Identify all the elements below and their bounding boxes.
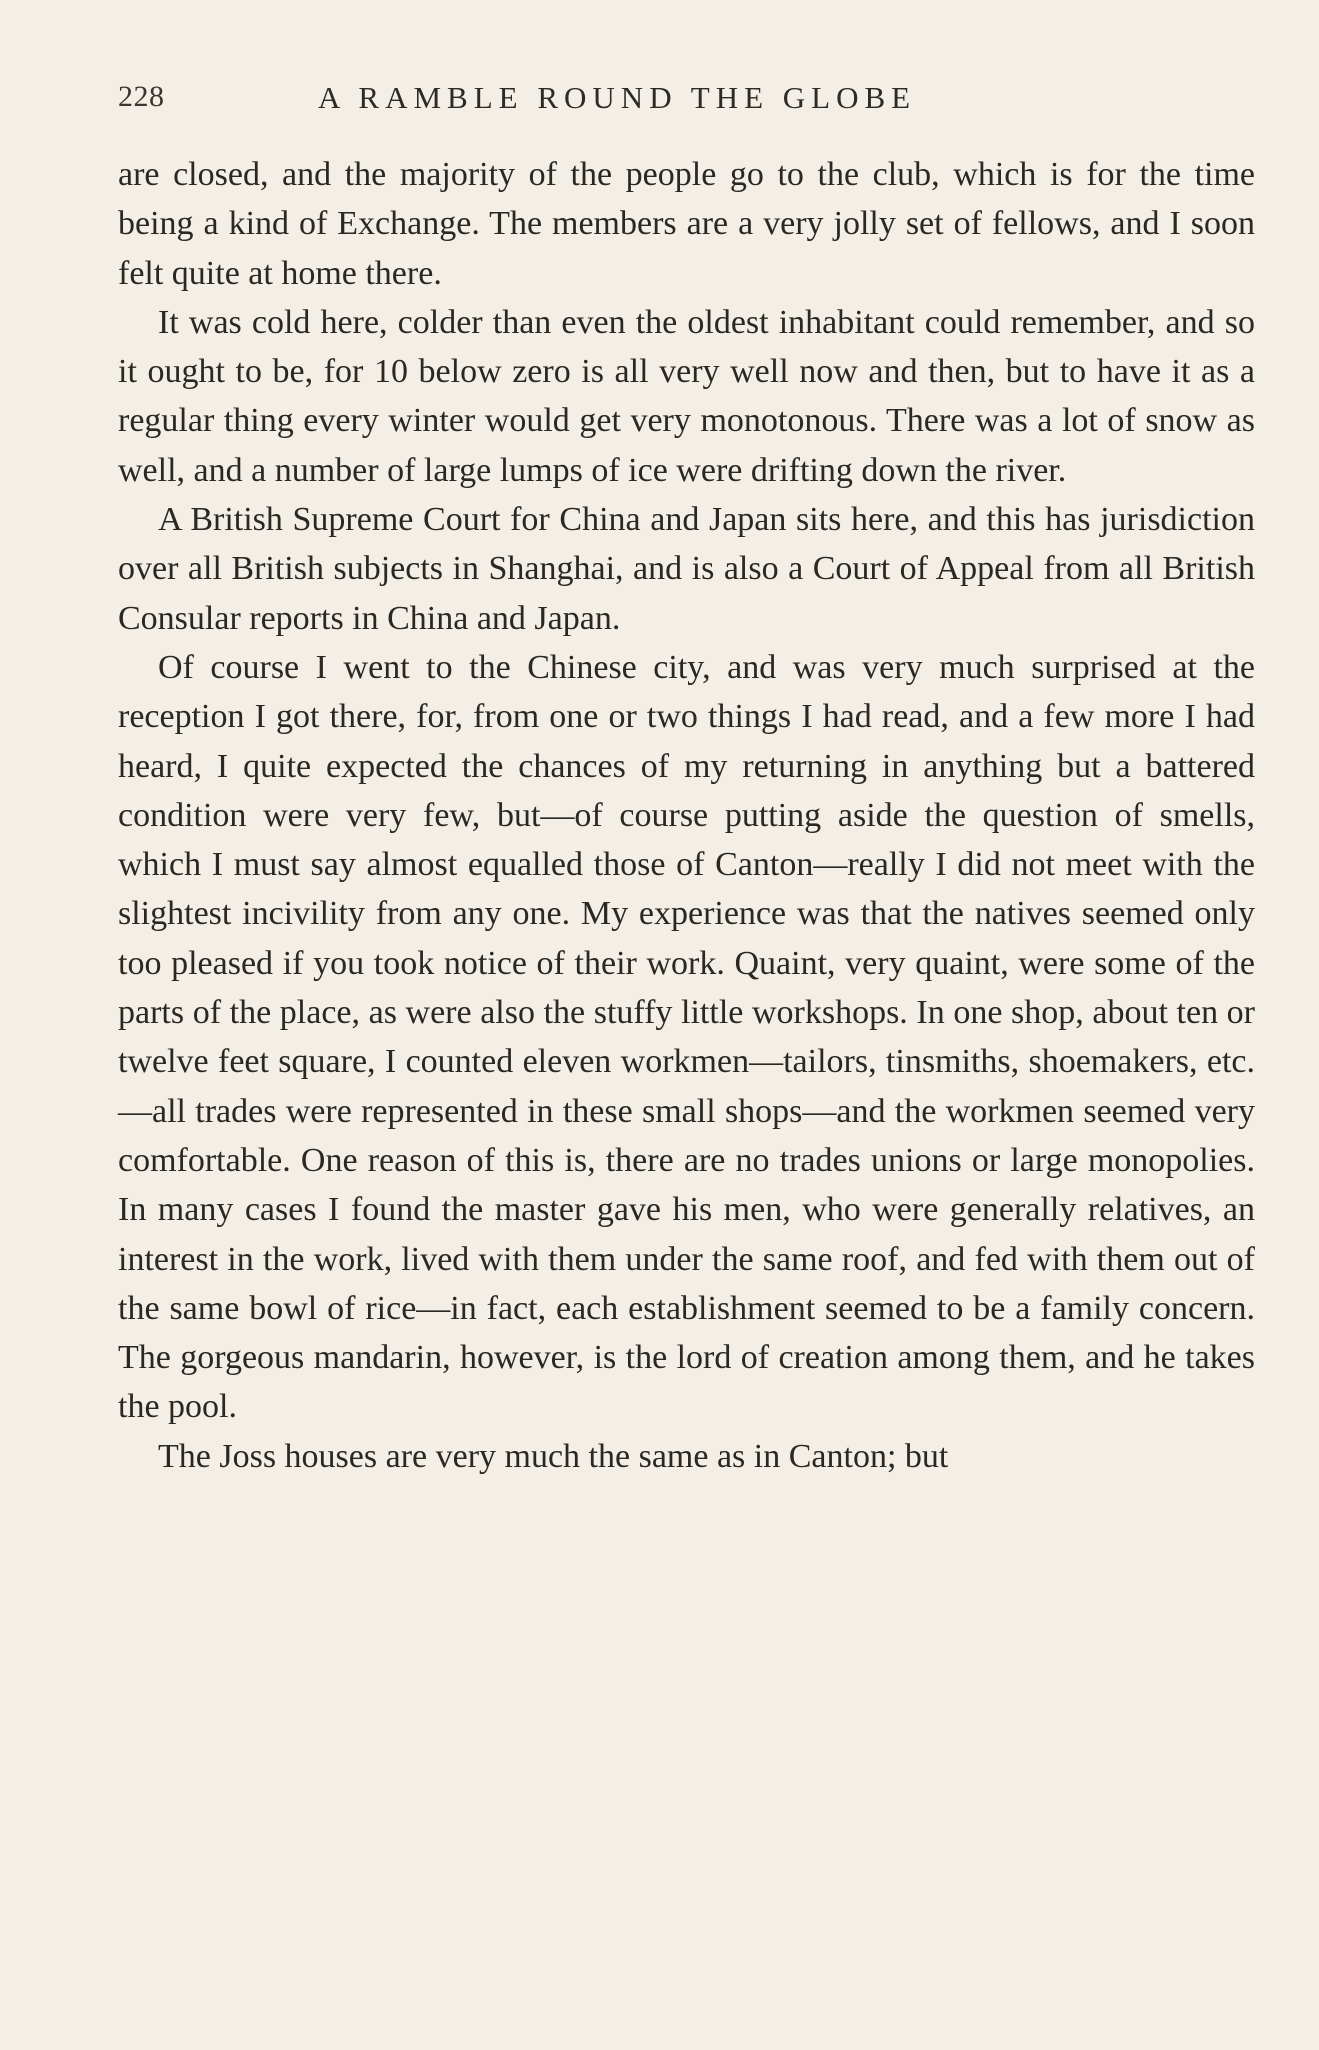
body-text xyxy=(118,150,1255,1481)
page-number: 228 xyxy=(118,80,165,113)
paragraph-chinese-city: Of course I went to the Chinese city, and was very much surprised at the reception I got there, for, from one or two things I had read, and a few more I had heard, I quite expected the chances of my returning in anything but a battered condition were very few, but—of course putting aside the question of smells, which I must say almost equalled those of Canton—really I did not meet with the slightest incivility from any one. My experience was that the natives seemed only too pleased if you took notice of their work. Quaint, very quaint, were some of the parts of the place, as were also the stuffy little workshops. In one shop, about ten or twelve feet square, I counted eleven workmen—tailors, tinsmiths, shoemakers, etc.—all trades were represented in these small shops—and the workmen seemed very comfortable. One reason of this is, there are no trades unions or large monopolies. In many cases I found the master gave his men, who were generally relatives, an interest in the work, lived with them under the same roof, and fed with them out of the same bowl of rice—in fact, each establishment seemed to be a family concern. The gorgeous mandarin, however, is the lord of creation among them, and he takes the pool. xyxy=(118,648,1255,1426)
paragraph-supreme-court: A British Supreme Court for China and Japan sits here, and this has jurisdiction over all British subjects in Shanghai, and is also a Court of Appeal from all British Consular reports in China and Japan. xyxy=(118,501,1255,637)
running-title: A RAMBLE ROUND THE GLOBE xyxy=(318,80,917,115)
paragraph-cold-weather: It was cold here, colder than even the oldest inhabitant could remember, and so it ought to be, for 10 below zero is all very well now and then, but to have it as a regular thing every winter would get very monotonous. There was a lot of snow as well, and a number of large lumps of ice were drifting down the river. xyxy=(118,303,1255,489)
paragraph-joss-houses: The Joss houses are very much the same as in Canton; but xyxy=(158,1437,949,1475)
running-head xyxy=(118,80,1238,120)
paragraph-continued: are closed, and the majority of the people go to the club, which is for the time being a kind of Exchange. The members are a very jolly set of fellows, and I soon felt quite at home there. xyxy=(118,156,1255,292)
